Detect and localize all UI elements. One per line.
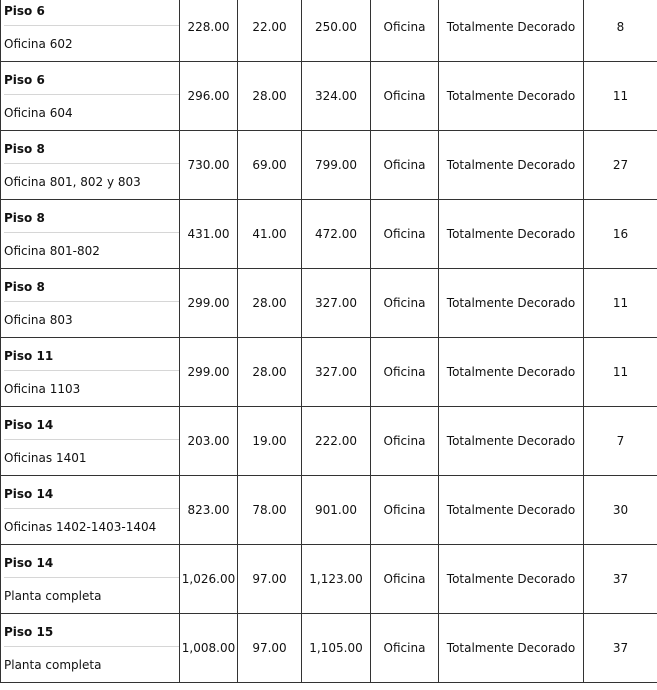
total-area-cell: 327.00 — [302, 338, 371, 407]
floor-label: Piso 8 — [4, 142, 45, 156]
table-row — [1, 614, 657, 683]
total-area-cell: 472.00 — [302, 200, 371, 269]
location-cell — [1, 200, 180, 269]
location-cell — [1, 131, 180, 200]
total-area-cell: 324.00 — [302, 62, 371, 131]
status-cell: Totalmente Decorado — [439, 269, 584, 338]
area-cell: 296.00 — [180, 62, 238, 131]
cell-separator — [4, 301, 179, 302]
status-cell: Totalmente Decorado — [439, 200, 584, 269]
count-cell: 27 — [584, 131, 657, 200]
area-cell: 1,008.00 — [180, 614, 238, 683]
location-cell — [1, 62, 180, 131]
common-area-cell: 41.00 — [238, 200, 302, 269]
status-cell: Totalmente Decorado — [439, 476, 584, 545]
count-cell: 37 — [584, 614, 657, 683]
count-cell: 30 — [584, 476, 657, 545]
status-cell: Totalmente Decorado — [439, 407, 584, 476]
cell-separator — [4, 163, 179, 164]
floor-label: Piso 8 — [4, 280, 45, 294]
location-cell — [1, 476, 180, 545]
unit-label: Oficina 604 — [4, 106, 73, 120]
table-row — [1, 131, 657, 200]
cell-separator — [4, 508, 179, 509]
total-area-cell: 327.00 — [302, 269, 371, 338]
type-cell: Oficina — [371, 0, 439, 62]
type-cell: Oficina — [371, 269, 439, 338]
table-row — [1, 407, 657, 476]
type-cell: Oficina — [371, 545, 439, 614]
common-area-cell: 19.00 — [238, 407, 302, 476]
area-cell: 823.00 — [180, 476, 238, 545]
status-cell: Totalmente Decorado — [439, 62, 584, 131]
count-cell: 11 — [584, 62, 657, 131]
count-cell: 37 — [584, 545, 657, 614]
common-area-cell: 28.00 — [238, 62, 302, 131]
cell-separator — [4, 94, 179, 95]
location-cell — [1, 545, 180, 614]
type-cell: Oficina — [371, 62, 439, 131]
common-area-cell: 97.00 — [238, 614, 302, 683]
common-area-cell: 22.00 — [238, 0, 302, 62]
type-cell: Oficina — [371, 131, 439, 200]
area-cell: 203.00 — [180, 407, 238, 476]
unit-label: Oficina 801-802 — [4, 244, 100, 258]
type-cell: Oficina — [371, 200, 439, 269]
count-cell: 16 — [584, 200, 657, 269]
cell-separator — [4, 25, 179, 26]
location-cell — [1, 614, 180, 683]
type-cell: Oficina — [371, 338, 439, 407]
table-body — [1, 0, 657, 683]
floor-label: Piso 14 — [4, 418, 54, 432]
count-cell: 8 — [584, 0, 657, 62]
cell-separator — [4, 577, 179, 578]
area-cell: 730.00 — [180, 131, 238, 200]
table-row — [1, 545, 657, 614]
type-cell: Oficina — [371, 407, 439, 476]
status-cell: Totalmente Decorado — [439, 0, 584, 62]
unit-label: Oficina 602 — [4, 37, 73, 51]
table-row — [1, 200, 657, 269]
unit-label: Oficina 801, 802 y 803 — [4, 175, 141, 189]
type-cell: Oficina — [371, 614, 439, 683]
type-cell: Oficina — [371, 476, 439, 545]
total-area-cell: 1,123.00 — [302, 545, 371, 614]
location-cell — [1, 407, 180, 476]
cell-separator — [4, 370, 179, 371]
floor-label: Piso 15 — [4, 625, 54, 639]
common-area-cell: 28.00 — [238, 338, 302, 407]
area-cell: 299.00 — [180, 338, 238, 407]
status-cell: Totalmente Decorado — [439, 131, 584, 200]
floor-label: Piso 6 — [4, 4, 45, 18]
unit-label: Oficina 1103 — [4, 382, 81, 396]
total-area-cell: 222.00 — [302, 407, 371, 476]
floor-label: Piso 14 — [4, 487, 54, 501]
area-cell: 228.00 — [180, 0, 238, 62]
status-cell: Totalmente Decorado — [439, 338, 584, 407]
cell-separator — [4, 439, 179, 440]
floor-label: Piso 11 — [4, 349, 54, 363]
unit-label: Planta completa — [4, 589, 102, 603]
area-cell: 299.00 — [180, 269, 238, 338]
floor-label: Piso 6 — [4, 73, 45, 87]
common-area-cell: 28.00 — [238, 269, 302, 338]
unit-label: Oficina 803 — [4, 313, 73, 327]
total-area-cell: 901.00 — [302, 476, 371, 545]
common-area-cell: 78.00 — [238, 476, 302, 545]
unit-label: Oficinas 1401 — [4, 451, 87, 465]
table-row — [1, 338, 657, 407]
location-cell — [1, 338, 180, 407]
table-row — [1, 269, 657, 338]
count-cell: 11 — [584, 269, 657, 338]
total-area-cell: 1,105.00 — [302, 614, 371, 683]
cell-separator — [4, 232, 179, 233]
cell-separator — [4, 646, 179, 647]
unit-label: Planta completa — [4, 658, 102, 672]
location-cell — [1, 0, 180, 62]
table-row — [1, 0, 657, 62]
common-area-cell: 97.00 — [238, 545, 302, 614]
unit-label: Oficinas 1402-1403-1404 — [4, 520, 157, 534]
floor-label: Piso 14 — [4, 556, 54, 570]
common-area-cell: 69.00 — [238, 131, 302, 200]
area-cell: 1,026.00 — [180, 545, 238, 614]
status-cell: Totalmente Decorado — [439, 614, 584, 683]
area-cell: 431.00 — [180, 200, 238, 269]
table-row — [1, 476, 657, 545]
status-cell: Totalmente Decorado — [439, 545, 584, 614]
count-cell: 11 — [584, 338, 657, 407]
floor-label: Piso 8 — [4, 211, 45, 225]
table-row — [1, 62, 657, 131]
total-area-cell: 250.00 — [302, 0, 371, 62]
count-cell: 7 — [584, 407, 657, 476]
location-cell — [1, 269, 180, 338]
total-area-cell: 799.00 — [302, 131, 371, 200]
